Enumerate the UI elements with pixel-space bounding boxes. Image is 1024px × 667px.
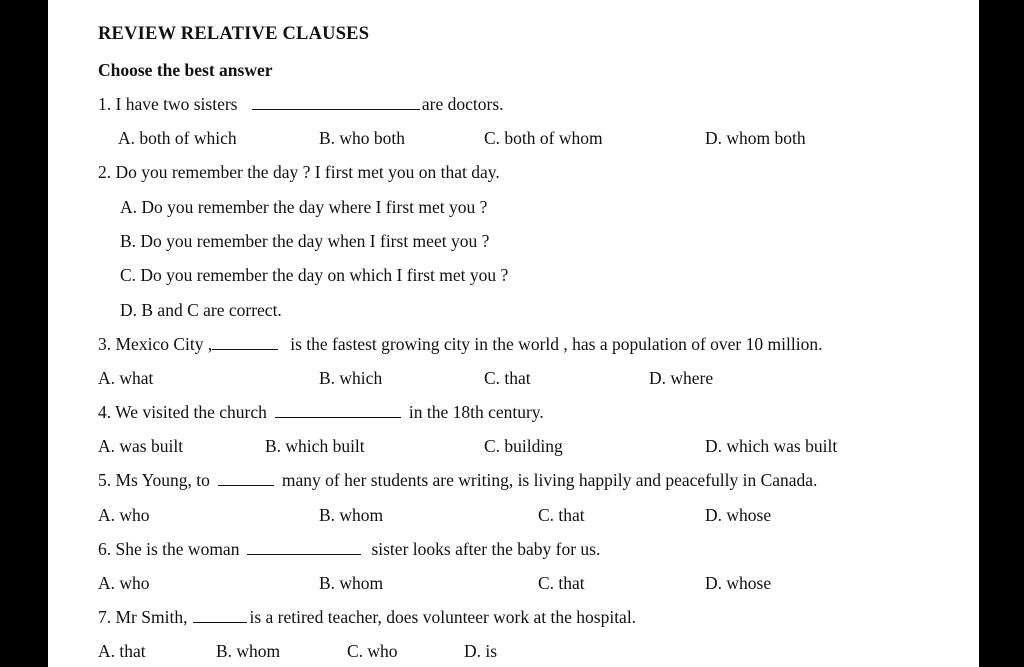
question-4-option-c: C. building (484, 436, 563, 456)
question-1-option-c: C. both of whom (484, 128, 603, 148)
question-7-option-c: C. who (347, 641, 398, 661)
question-6-option-a: A. who (98, 573, 150, 593)
question-4-text-before: 4. We visited the church (98, 402, 267, 422)
question-7-option-a: A. that (98, 641, 146, 661)
question-3-option-c: C. that (484, 368, 531, 388)
question-2-option-c: C. Do you remember the day on which I first met you ? (120, 265, 509, 285)
page-title: REVIEW RELATIVE CLAUSES (98, 24, 370, 44)
question-2-option-a: A. Do you remember the day where I first met you ? (120, 197, 488, 217)
question-7 (98, 607, 636, 627)
question-3-text-after: is the fastest growing city in the world , has a population of over 10 million. (290, 334, 823, 354)
question-4-option-a: A. was built (98, 436, 184, 456)
question-6-text-after: sister looks after the baby for us. (371, 539, 601, 559)
question-7-blank (193, 608, 247, 623)
question-1-text-after: are doctors. (421, 94, 504, 114)
worksheet-page (48, 0, 979, 667)
question-5-text-before: 5. Ms Young, to (98, 470, 210, 490)
question-3-option-a: A. what (98, 368, 154, 388)
question-5-option-b: B. whom (319, 505, 384, 525)
question-5-blank (218, 471, 274, 486)
question-1-text-before: 1. I have two sisters (98, 94, 238, 114)
question-7-option-d: D. is (464, 641, 498, 661)
question-6-option-d: D. whose (705, 573, 772, 593)
question-6 (98, 539, 600, 559)
question-5-option-c: C. that (538, 505, 585, 525)
question-2-option-d: D. B and C are correct. (120, 300, 282, 320)
question-3-text-before: 3. Mexico City , (98, 334, 213, 354)
question-1-option-a: A. both of which (118, 128, 237, 148)
question-4-option-b: B. which built (265, 436, 365, 456)
instruction: Choose the best answer (98, 60, 273, 80)
question-4 (98, 402, 544, 422)
question-5-text-after: many of her students are writing, is living happily and peacefully in Canada. (281, 470, 818, 490)
question-4-option-d: D. which was built (705, 436, 838, 456)
question-7-text-after: is a retired teacher, does volunteer work at the hospital. (249, 607, 637, 627)
question-1-option-b: B. who both (319, 128, 406, 148)
question-6-option-c: C. that (538, 573, 585, 593)
question-2: 2. Do you remember the day ? I first met you on that day. (98, 162, 500, 182)
question-1-option-d: D. whom both (705, 128, 806, 148)
question-1 (98, 94, 504, 114)
question-3 (98, 334, 822, 354)
question-4-text-after: in the 18th century. (408, 402, 544, 422)
question-1-blank (252, 95, 420, 110)
question-6-option-b: B. whom (319, 573, 384, 593)
question-5-option-a: A. who (98, 505, 150, 525)
question-7-text-before: 7. Mr Smith, (98, 607, 188, 627)
question-5-option-d: D. whose (705, 505, 772, 525)
question-2-option-b: B. Do you remember the day when I first meet you ? (120, 231, 490, 251)
question-5 (98, 470, 817, 490)
question-3-blank (212, 335, 278, 350)
question-3-option-d: D. where (649, 368, 714, 388)
question-6-blank (247, 540, 361, 555)
question-3-option-b: B. which (319, 368, 383, 388)
question-4-blank (275, 403, 401, 418)
question-7-option-b: B. whom (216, 641, 281, 661)
question-6-text-before: 6. She is the woman (98, 539, 240, 559)
